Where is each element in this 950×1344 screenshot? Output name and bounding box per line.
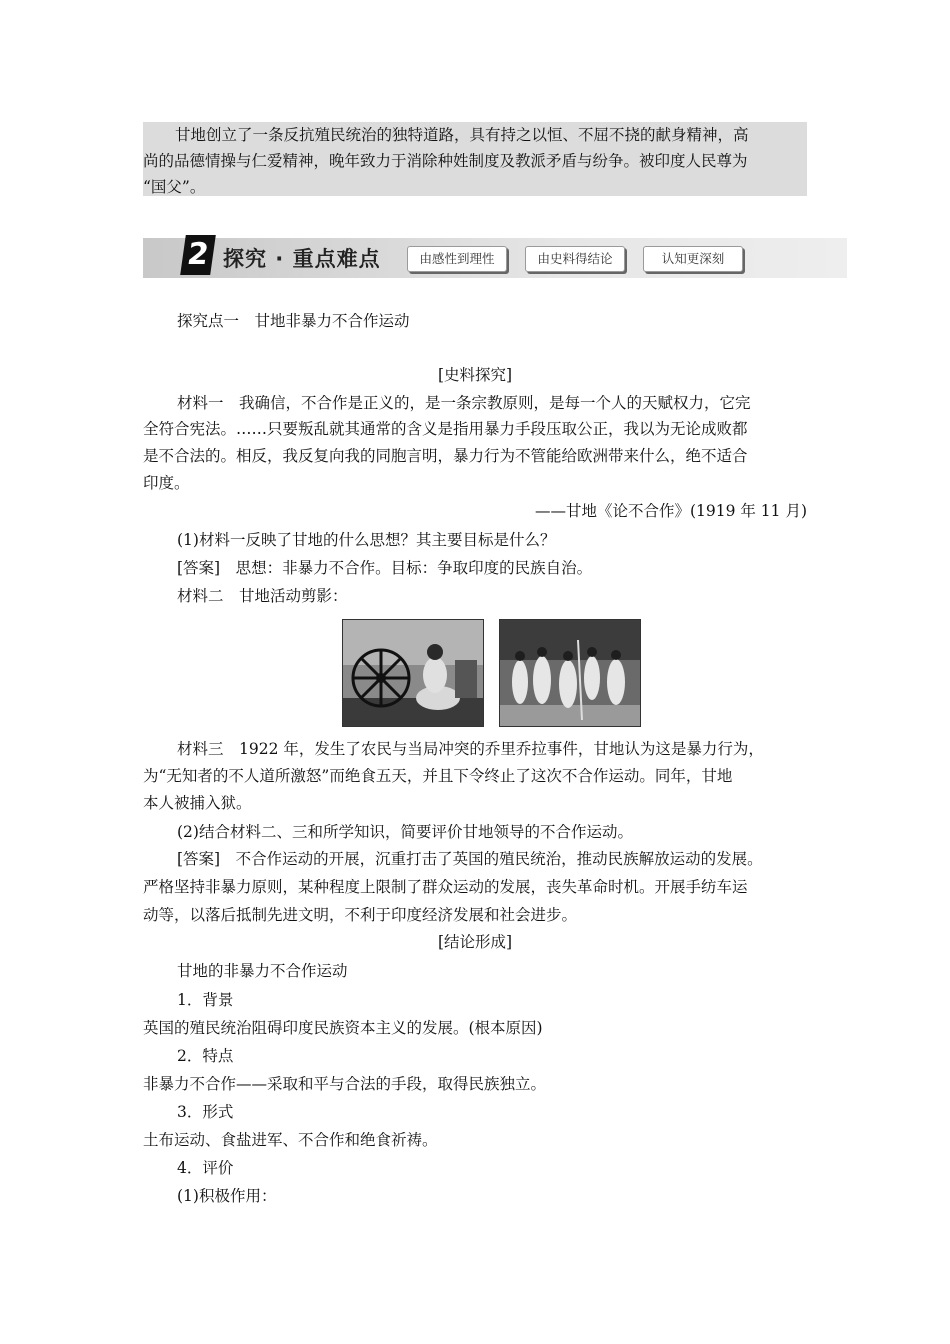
banner-tag: 由感性到理性 xyxy=(407,246,507,272)
section-banner xyxy=(143,238,847,278)
answer-one: [答案] 思想：非暴力不合作。目标：争取印度的民族自治。 xyxy=(177,559,593,577)
subheading-conclusion: [结论形成] xyxy=(437,933,513,951)
section-number-badge: 2 xyxy=(180,235,216,275)
material-one-line: 全符合宪法。……只要叛乱就其通常的含义是指用暴力手段压取公正，我以为无论成败都 xyxy=(143,420,748,438)
intro-highlight-box xyxy=(143,122,807,196)
material-one-line: 印度。 xyxy=(143,474,190,492)
banner-title: 探究 · 重点难点 xyxy=(223,247,381,271)
material-two-label: 材料二 甘地活动剪影： xyxy=(177,587,348,605)
answer-two-line: 严格坚持非暴力原则，某种程度上限制了群众运动的发展，丧失革命时机。开展手纺车运 xyxy=(143,878,748,896)
conclusion-point-text: 英国的殖民统治阻碍印度民族资本主义的发展。(根本原因) xyxy=(143,1019,543,1037)
question-one: (1)材料一反映了甘地的什么思想？其主要目标是什么？ xyxy=(177,531,556,549)
intro-line: “国父”。 xyxy=(143,178,206,196)
intro-line: 甘地创立了一条反抗殖民统治的独特道路，具有持之以恒、不屈不挠的献身精神，高 xyxy=(175,126,749,144)
conclusion-point-label: 3．形式 xyxy=(177,1103,234,1121)
material-one-line: 是不合法的。相反，我反复向我的同胞言明，暴力行为不管能给欧洲带来什么，绝不适合 xyxy=(143,447,748,465)
banner-tag: 由史料得结论 xyxy=(525,246,625,272)
answer-two-line: 动等，以落后抵制先进文明，不利于印度经济发展和社会进步。 xyxy=(143,906,578,924)
conclusion-point-label: 1．背景 xyxy=(177,991,234,1009)
material-three-line: 为“无知者的不人道所激怒”而绝食五天，并且下令终止了这次不合作运动。同年，甘地 xyxy=(143,767,733,785)
answer-two-line: [答案] 不合作运动的开展，沉重打击了英国的殖民统治，推动民族解放运动的发展。 xyxy=(177,850,763,868)
banner-tag: 认知更深刻 xyxy=(643,246,743,272)
conclusion-point-label: 2．特点 xyxy=(177,1047,234,1065)
conclusion-subpoint: (1)积极作用： xyxy=(177,1187,277,1205)
subheading-source-inquiry: [史料探究] xyxy=(437,366,513,384)
question-two: (2)结合材料二、三和所学知识，简要评价甘地领导的不合作运动。 xyxy=(177,823,633,841)
material-three-line: 本人被捕入狱。 xyxy=(143,794,252,812)
gandhi-spinning-wheel-photo xyxy=(342,619,484,727)
material-one-line: 材料一 我确信，不合作是正义的，是一条宗教原则，是每一个人的天赋权力，它完 xyxy=(177,394,751,412)
conclusion-point-text: 非暴力不合作——采取和平与合法的手段，取得民族独立。 xyxy=(143,1075,547,1093)
section-heading: 探究点一 甘地非暴力不合作运动 xyxy=(177,312,410,330)
intro-line: 尚的品德情操与仁爱精神，晚年致力于消除种姓制度及教派矛盾与纷争。被印度人民尊为 xyxy=(143,152,748,170)
conclusion-point-text: 土布运动、食盐进军、不合作和绝食祈祷。 xyxy=(143,1131,438,1149)
material-one-source: ——甘地《论不合作》(1919 年 11 月) xyxy=(534,502,807,520)
material-three-line: 材料三 1922 年，发生了农民与当局冲突的乔里乔拉事件，甘地认为这是暴力行为， xyxy=(177,740,764,758)
conclusion-title: 甘地的非暴力不合作运动 xyxy=(177,962,348,980)
salt-march-photo xyxy=(499,619,641,727)
conclusion-point-label: 4．评价 xyxy=(177,1159,234,1177)
